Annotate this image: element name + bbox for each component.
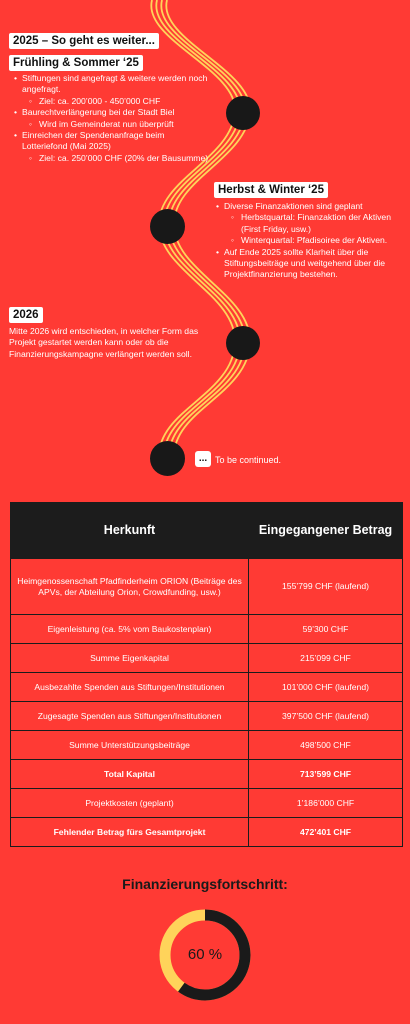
cell-amount: 215’099 CHF (249, 644, 403, 673)
spring-subitem: ◦ Ziel: ca. 200’000 - 450’000 CHF (12, 96, 212, 107)
continued-badge: ... (195, 451, 211, 467)
table-row (11, 760, 403, 789)
funding-table (10, 502, 403, 847)
cell-source: Summe Unterstützungsbeiträge (11, 731, 249, 760)
spring-title: Frühling & Sommer ‘25 (9, 55, 143, 71)
cell-source: Zugesagte Spenden aus Stiftungen/Institutionen (11, 702, 249, 731)
table-row (11, 644, 403, 673)
table-row (11, 559, 403, 615)
cell-source: Ausbezahlte Spenden aus Stiftungen/Institutionen (11, 673, 249, 702)
cell-amount: 397’500 CHF (laufend) (249, 702, 403, 731)
header-amount: Eingegangener Betrag (249, 503, 403, 559)
table-row (11, 615, 403, 644)
cell-source: Summe Eigenkapital (11, 644, 249, 673)
timeline-main-title: 2025 – So geht es weiter... (9, 33, 159, 49)
autumn-item: • Auf Ende 2025 sollte Klarheit über die Stiftungsbeiträge und weitgehend über die Projektfinanzierung bestehen. (214, 247, 408, 281)
spring-subitem: ◦ Wird im Gemeinderat nun überprüft (12, 119, 212, 130)
autumn-subitem: ◦ Herbstquartal: Finanzaktion der Aktiven (First Friday, usw.) (214, 212, 408, 235)
table-row (11, 789, 403, 818)
progress-label: 60 % (187, 946, 223, 963)
header-source: Herkunft (11, 503, 249, 559)
progress-title: Finanzierungsfortschritt: (122, 876, 288, 892)
table-row (11, 702, 403, 731)
spring-subitem: ◦ Ziel: ca. 250’000 CHF (20% der Bausumme) (12, 153, 212, 164)
spring-item: • Einreichen der Spendenanfrage beim Lotteriefond (Mai 2025) (12, 130, 212, 153)
cell-source: Fehlender Betrag fürs Gesamtprojekt (11, 818, 249, 847)
continued-text: To be continued. (215, 455, 282, 465)
cell-source: Projektkosten (geplant) (11, 789, 249, 818)
table-row (11, 818, 403, 847)
table-row (11, 731, 403, 760)
cell-source: Total Kapital (11, 760, 249, 789)
autumn-list (214, 201, 408, 281)
milestone-dot-continued (150, 441, 185, 476)
cell-amount: 472’401 CHF (249, 818, 403, 847)
spring-item: • Baurechtverlängerung bei der Stadt Biel (12, 107, 212, 118)
year-2026-title: 2026 (9, 307, 43, 323)
cell-amount: 155’799 CHF (laufend) (249, 559, 403, 615)
cell-amount: 101’000 CHF (laufend) (249, 673, 403, 702)
spring-item: • Stiftungen sind angefragt & weitere werden noch angefragt. (12, 73, 212, 96)
cell-source: Heimgenossenschaft Pfadfinderheim ORION (Beiträge des APVs, der Abteilung Orion, Crowdfunding, usw.) (11, 559, 249, 615)
cell-amount: 59’300 CHF (249, 615, 403, 644)
autumn-item: • Diverse Finanzaktionen sind geplant (214, 201, 408, 212)
autumn-subitem: ◦ Winterquartal: Pfadisoiree der Aktiven. (214, 235, 408, 246)
table-row (11, 673, 403, 702)
cell-amount: 713’599 CHF (249, 760, 403, 789)
spring-list (12, 73, 212, 164)
cell-amount: 498’500 CHF (249, 731, 403, 760)
milestone-dot-autumn (150, 209, 185, 244)
autumn-title: Herbst & Winter ‘25 (214, 182, 328, 198)
milestone-dot-2026 (226, 326, 260, 360)
year-2026-text: Mitte 2026 wird entschieden, in welcher Form das Projekt gestartet werden kann oder ob die Finanzierungskampagne verlängert werden soll. (9, 326, 199, 359)
milestone-dot-spring (226, 96, 260, 130)
cell-amount: 1’186’000 CHF (249, 789, 403, 818)
cell-source: Eigenleistung (ca. 5% vom Baukostenplan) (11, 615, 249, 644)
